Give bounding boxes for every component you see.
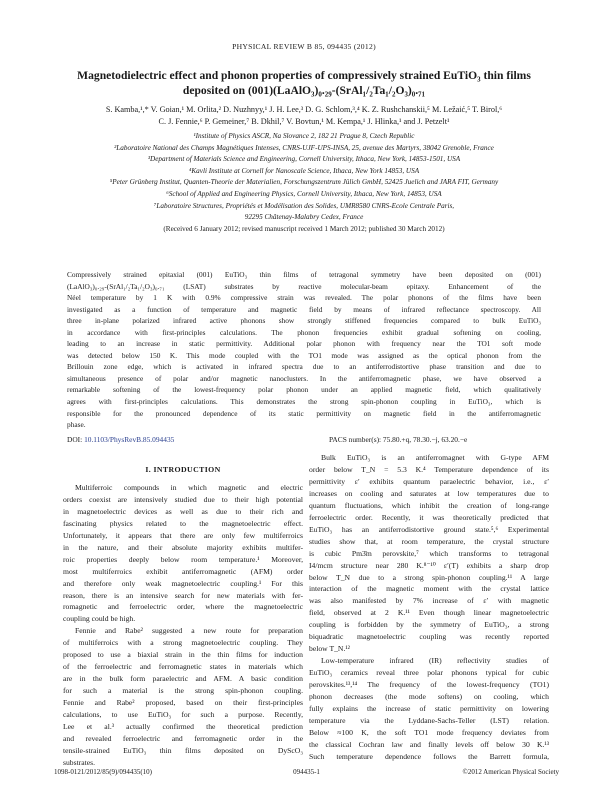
body-line: phonon decreases (the mode softens) on cooling, which (309, 692, 549, 702)
body-line: romagnetic and ferroelectric order, where the magnetoelectric (63, 602, 303, 612)
abstract-line: leading to an increase in static permittivity. Additional polar phonon with frequency near the TO1 soft mode (67, 339, 541, 349)
body-line: coupling is forbidden by the symmetry of EuTiO₃, a strong (309, 620, 549, 630)
body-line: the classical Cochran law and finally levels off below 30 K.¹³ (309, 739, 549, 749)
body-line: Fennie and Rabe² suggested a new route for preparation (75, 626, 303, 636)
author-list (48, 104, 560, 128)
body-line: Bulk EuTiO₃ is an antiferromagnet with G-type AFM (321, 453, 549, 462)
body-line: perovskites.¹³,¹⁴ The frequency of the lowest-frequency (TO1) (309, 680, 549, 690)
body-line: biquadratic magnetoelectric coupling was recently reported (309, 632, 549, 642)
left-column (63, 464, 303, 769)
body-line: ferroelectric order. Recently, it was theoretically predicted that (309, 512, 549, 522)
body-line: order below T_N = 5.3 K.⁴ Temperature dependence of its (309, 464, 549, 474)
body-line: below T_N due to a strong spin-phonon coupling.¹¹ A large (309, 572, 549, 582)
abstract-line: investigated as a function of temperature and magnetic field by means of infrared reflectance spectroscopy. All (67, 304, 541, 314)
right-column (309, 452, 549, 763)
body-line: fascinating physics related to the magnetoelectric effect. (63, 518, 303, 528)
body-line: EuTiO₃ has an antiferrodistortive ground state.⁵,⁶ Experimental (309, 524, 549, 534)
affiliation: ⁵Peter Grünberg Institut, Quanten-Theorie der Materialien, Forschungszentrum Jülich GmbH, 52425 Juelich and JARA FIT, Germany (109, 178, 499, 187)
body-line: increases on cooling and saturates at low temperatures due to (309, 488, 549, 498)
authors-line-1: S. Kamba,¹,* V. Goian,¹ M. Orlita,² D. Nuzhnyy,¹ J. H. Lee,³ D. G. Schlom,³,⁴ K. Z. Rushchanskii,⁵ M. Ležaić,⁵ T. Birol,⁶ (105, 105, 503, 114)
affiliation: ²Laboratoire National des Champs Magnétiques Intenses, CNRS-UJF-UPS-INSA, 25, avenue des Martyrs, 38042 Grenoble, France (114, 143, 494, 152)
body-line: fully explains the increase of static permittivity on lowering (309, 704, 549, 714)
body-line: and revealed ferroelectric and ferromagnetic order in the (63, 733, 303, 743)
abstract-line: Compressively strained epitaxial (001) EuTiO₃ thin films of tetragonal symmetry have been deposited on (001) (67, 270, 541, 279)
body-line: is cubic Pm3̄m perovskite,⁷ which transforms to tetragonal (309, 548, 549, 558)
affiliation: 92295 Châtenay-Malabry Cedex, France (244, 213, 364, 222)
affiliation: ⁷Laboratoire Structures, Propriétés et Modélisation des Solides, UMR8580 CNRS-Ecole Centrale Paris, (153, 201, 455, 210)
body-line: Low-temperature infrared (IR) reflectivity studies of (321, 656, 549, 666)
affiliation: ³Department of Materials Science and Engineering, Cornell University, Ithaca, New York, 14853-1501, USA (147, 155, 461, 164)
body-line: reason, there is an intensive search for new materials with fer- (63, 590, 303, 600)
paper-title (50, 68, 558, 98)
body-line: temperature via the Lyddane-Sachs-Teller (LST) relation. (309, 715, 549, 725)
doi-link[interactable]: 10.1103/PhysRevB.85.094435 (84, 435, 175, 444)
section-heading: I. INTRODUCTION (145, 465, 221, 474)
footer-issn: 1098-0121/2012/85(9)/094435(10) (54, 768, 152, 776)
abstract-line: (LaAlO₃)₀.₂₉-(SrAl₁/₂Ta₁/₂O₃)₀.₇₁ (LSAT) substrates by reactive molecular-beam epitaxy. Enhancement of the (67, 281, 541, 291)
body-line: coupling could be high. (63, 614, 136, 624)
abstract-line: simultaneous presence of polar and/or magnetic nanoclusters. In the antiferromagnetic phase, we have observed a (67, 373, 541, 383)
body-line: quantum fluctuations, which inhibit the creation of long-range (309, 500, 549, 510)
body-line: in magnetoelectric devices as well as due to their rich and (63, 506, 303, 516)
affiliation: ⁴Kavli Institute at Cornell for Nanoscale Science, Ithaca, New York 14853, USA (188, 166, 420, 175)
pacs-numbers: PACS number(s): 75.80.+q, 78.30.−j, 63.20.−e (329, 435, 468, 444)
abstract-line: remarkable softening of the lowest-frequency polar phonon under an applied magnetic field, which qualitatively (67, 385, 541, 395)
title-line-2: deposited on (001)(LaAlO₃)₀.₂₉-(SrAl₁/₂Ta₁/₂O₃)₀.₇₁ (182, 84, 426, 97)
body-line: Such temperature dependence follows the Barrett formula, (309, 751, 549, 761)
abstract-line: three in-plane polarized infrared active phonons show strongly stiffened frequencies compared to bulk EuTiO₃ (67, 316, 541, 326)
body-line: Unfortunately, it appears that there are only few multiferroics (63, 530, 303, 540)
body-line: substrates. (63, 757, 96, 767)
body-line: for such a material is the strong spin-phonon coupling. (63, 686, 303, 696)
received-dates: (Received 6 January 2012; revised manuscript received 1 March 2012; published 30 March 2012) (163, 224, 445, 233)
footer-copyright: ©2012 American Physical Society (462, 768, 559, 776)
body-line: are in the bulk form paraelectric and AFM. A basic condition (63, 674, 303, 684)
body-line: and therefore only weak magnetoelectric coupling.¹ For this (63, 578, 303, 588)
body-line: in the nature, and their absolute majority exhibits multifer- (63, 542, 303, 552)
abstract-line: was detected below 150 K. This mode coupled with the TO1 mode was assigned as the optical phonon from the (67, 350, 541, 360)
body-line: most multiferroics exhibit antiferromagnetic (AFM) order (63, 566, 303, 576)
running-head: PHYSICAL REVIEW B 85, 094435 (2012) (232, 42, 376, 51)
doi-block (67, 435, 174, 444)
body-line: below T_N.¹² (309, 644, 350, 654)
body-line: field, observed at 2 K.¹¹ Even though linear magnetoelectric (309, 608, 549, 618)
abstract (67, 269, 541, 431)
body-line: orders coexist are intensively studied due to their high potential (63, 494, 303, 504)
abstract-line: in accordance with first-principles calculations. The phonon frequencies exhibit gradual softening on cooling, (67, 327, 541, 337)
body-line: proposed to use a biaxial strain in the thin films for induction (63, 650, 303, 660)
body-line: calculations, to use EuTiO₃ for such a purpose. Recently, (63, 710, 303, 720)
body-line: Fennie and Rabe² proposed, based on their first-principles (63, 698, 303, 708)
body-line: Lee et al.³ actually confirmed the theoretical prediction (63, 722, 303, 732)
body-line: EuTiO₃ ceramics reveal three polar phonons typical for cubic (309, 668, 549, 678)
abstract-line: Néel temperature by 1 K with 0.9% compressive strain was revealed. The polar phonons of the films have been (67, 293, 541, 303)
body-line: studies show that, at room temperature, the crystal structure (309, 536, 549, 546)
abstract-line: phase. (67, 420, 86, 430)
body-line: permittivity ε′ exhibits quantum paraelectric behavior, i.e., ε′ (309, 476, 549, 486)
affiliation: ¹Institute of Physics ASCR, Na Slovance 2, 182 21 Prague 8, Czech Republic (193, 132, 415, 140)
body-line: was also manifested by 7% increase of ε′ with magnetic (309, 596, 549, 606)
body-line: roic properties deeply below room temperature.¹ Moreover, (63, 554, 303, 564)
affiliation: ⁶School of Applied and Engineering Physics, Cornell University, Ithaca, New York, 14853, USA (166, 189, 442, 198)
authors-line-2: C. J. Fennie,⁶ P. Gemeiner,⁷ B. Dkhil,⁷ V. Bovtun,¹ M. Kempa,¹ J. Hlinka,¹ and J. Petzelt¹ (158, 117, 450, 126)
doi-label: DOI: (67, 435, 83, 444)
body-line: interaction of the magnetic moment with the crystal lattice (309, 584, 549, 594)
abstract-line: Brillouin zone edge, which is activated in infrared spectra due to an antiferrodistortive phase transition and due to (67, 362, 541, 372)
body-line: Below ≈100 K, the soft TO1 mode frequency deviates from (309, 727, 549, 737)
affiliations (22, 131, 586, 235)
title-line-1: Magnetodielectric effect and phonon properties of compressively strained EuTiO₃ thin films (77, 69, 531, 82)
body-line: of multiferroics with a strong magnetoelectric coupling. They (63, 638, 303, 648)
body-line: tensile-strained EuTiO₃ thin films deposited on DyScO₃ (63, 745, 303, 755)
abstract-line: responsible for the pronounced dependence of its static permittivity on magnetic field in the antiferromagnetic (67, 408, 541, 418)
footer-page-number: 094435-1 (293, 768, 320, 776)
body-line: of the ferroelectric and ferromagnetic states in materials which (63, 662, 303, 672)
abstract-line: agrees with first-principles calculations. This demonstrates the strong spin-phonon coupling in EuTiO₃, which is (67, 397, 541, 407)
body-line: Multiferroic compounds in which magnetic and electric (75, 482, 303, 492)
body-line: I4/mcm structure near 280 K.⁸⁻¹⁰ ε′(T) exhibits a sharp drop (309, 560, 549, 570)
